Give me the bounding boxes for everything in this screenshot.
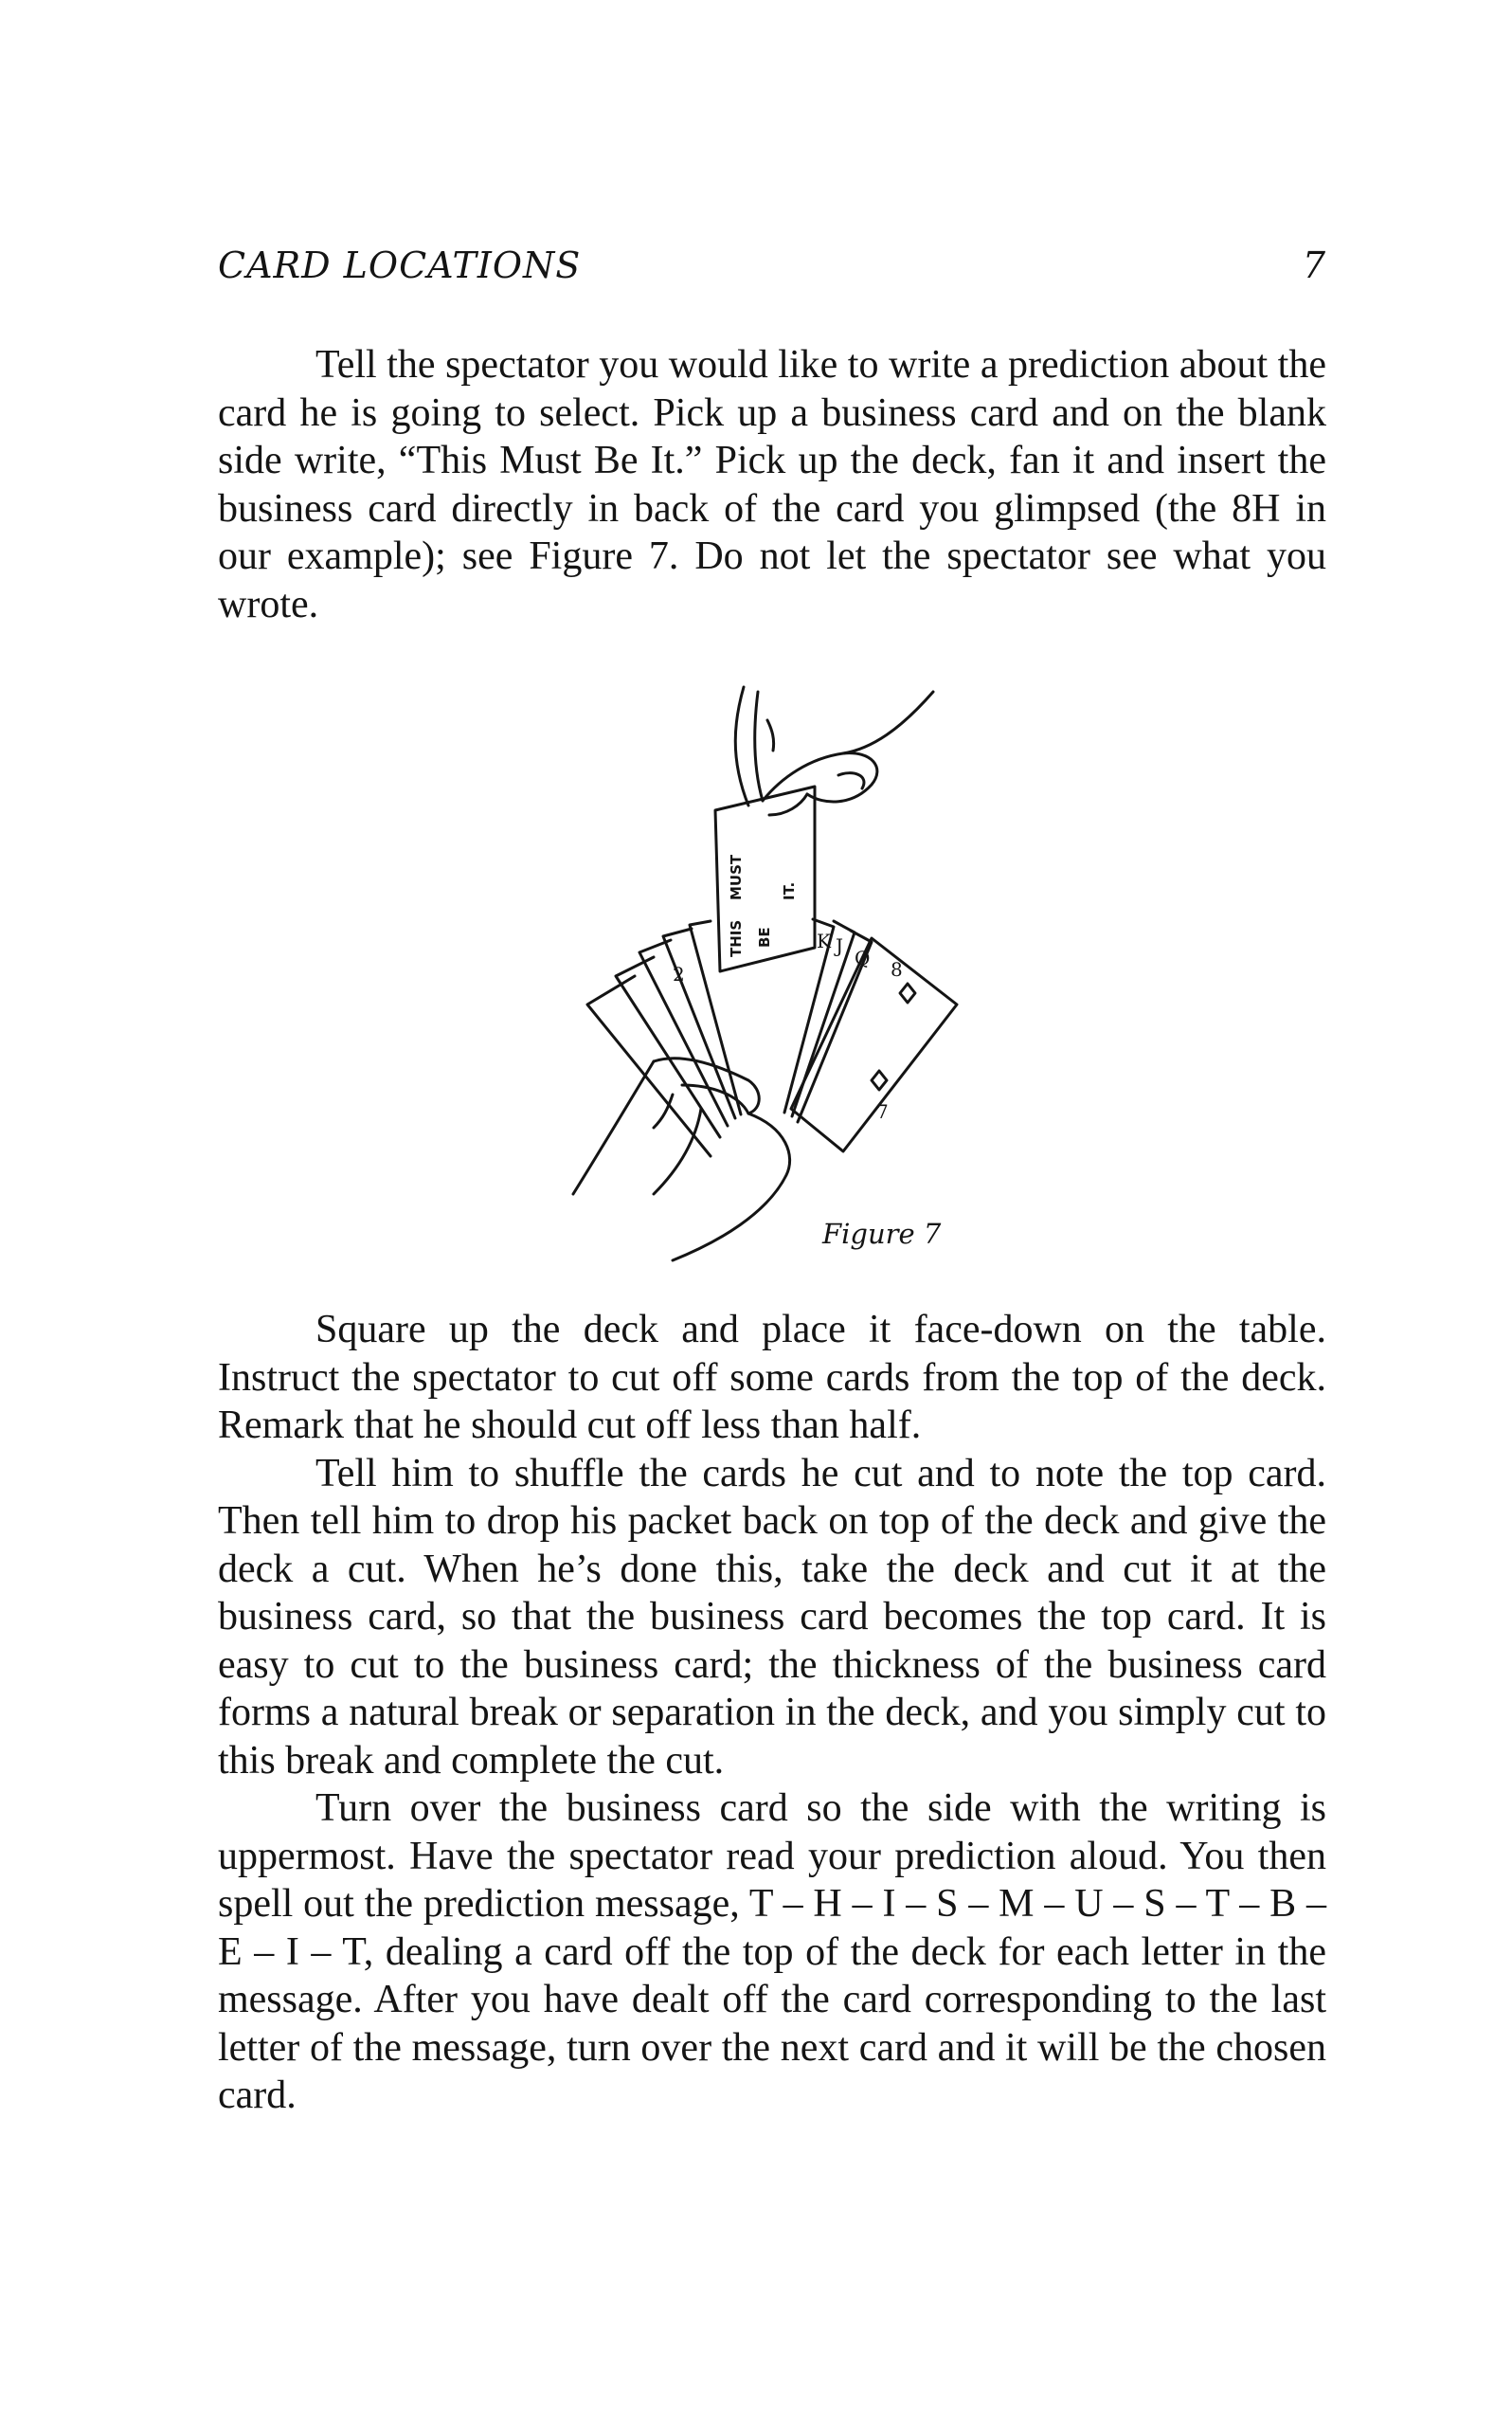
card-index: 2 [673, 963, 685, 986]
chapter-title: CARD LOCATIONS [218, 244, 582, 286]
card-index: K [817, 930, 831, 952]
card-index: 8 [891, 958, 903, 981]
diamond-pip-icon [900, 984, 915, 1003]
figure-7-illustration [559, 663, 995, 1270]
paragraph: Tell him to shuffle the cards he cut and to note the top card. Then tell him to drop his packet back on top of the deck and give the deck a cut. When he’s done this, take the deck and cut it at the business card, so that the business card becomes the top card. It is easy to cut to the business card; the thickness of the business card forms a natural break or separation in the deck, and you simply cut to this break and complete the cut. [218, 1451, 1326, 1783]
page-number: 7 [1302, 244, 1326, 286]
business-card-line: MUST [728, 854, 745, 900]
card-index: 7 [876, 1100, 889, 1123]
paragraph: Tell the spectator you would like to write a prediction about the card he is going to select. Pick up a business card and on the blank side write, “This Must Be It.” Pick up the deck, fan it and insert the business card directly in back of the card you glimpsed (the 8H in our example); see Figure 7. Do not let the spectator see what you wrote. [218, 343, 1326, 626]
card-fan [587, 919, 957, 1156]
running-head [218, 244, 1326, 301]
business-card-line: IT. [781, 881, 798, 900]
business-card-line: BE [756, 927, 773, 948]
lower-hand [573, 1059, 790, 1260]
upper-hand [735, 687, 933, 815]
business-card [715, 787, 815, 971]
figure-caption: Figure 7 [822, 1218, 942, 1250]
card-index: Q [855, 947, 871, 969]
body-text-top [218, 341, 1326, 628]
card-index: J [836, 934, 844, 957]
body-text-bottom [218, 1306, 1326, 2120]
paragraph: Turn over the business card so the side with the writing is uppermost. Have the spectator read your prediction aloud. You then spell out the prediction message, T – H – I – S – M – U – S – T – B – E – I – T, dealing a card off the top of the deck for each letter in the message. After you have dealt off the card corresponding to the last letter of the message, turn over the next card and it will be the chosen card. [218, 1786, 1326, 2117]
diamond-pip-icon [872, 1071, 887, 1090]
card-fan-drawing [559, 663, 995, 1270]
business-card-line: THIS [728, 919, 745, 957]
paragraph: Square up the deck and place it face-down on the table. Instruct the spectator to cut off some cards from the top of the deck. Remark that he should cut off less than half. [218, 1308, 1326, 1447]
